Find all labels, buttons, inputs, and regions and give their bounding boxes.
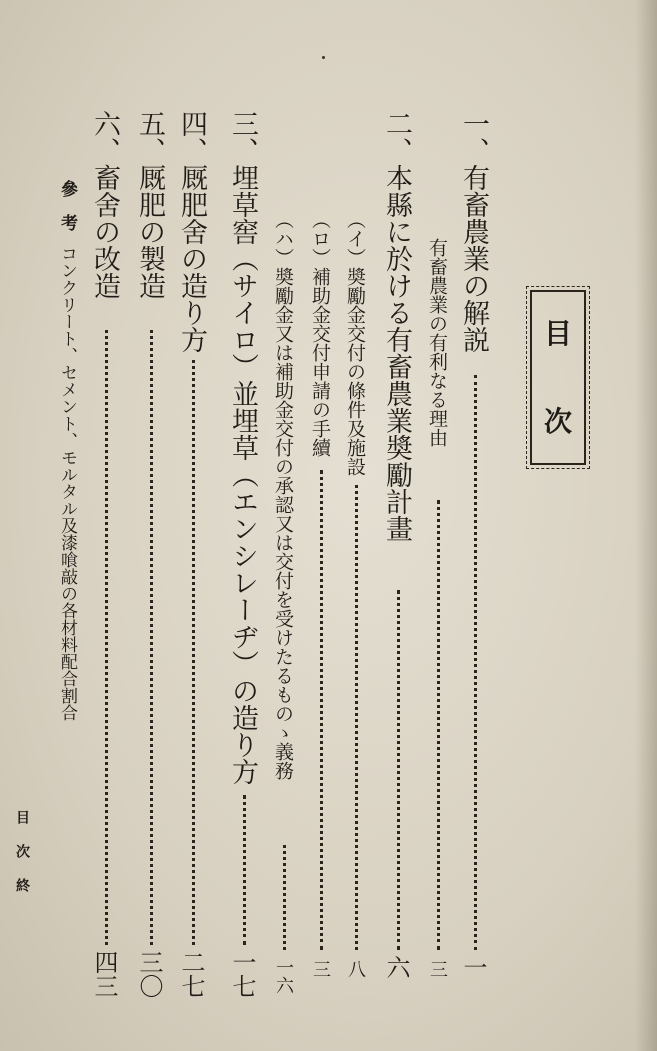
toc-entry-2 <box>383 110 410 542</box>
leader-dots <box>320 470 323 950</box>
toc-entry-3 <box>229 110 256 785</box>
toc-entry-page: 三 <box>310 960 331 978</box>
paper-speck <box>322 56 325 59</box>
toc-entry-sub: 有畜農業の有利なる理由 <box>426 238 448 447</box>
toc-entry-text: 本縣に於ける有畜農業奬勵計畫 <box>381 164 412 542</box>
leader-dots <box>283 845 286 950</box>
leader-dots <box>105 330 108 945</box>
toc-entry-number: 一、 <box>458 110 489 164</box>
toc-end-mark: 目次終 <box>14 810 30 912</box>
toc-entry-page: 三 <box>427 960 448 978</box>
leader-dots <box>243 795 246 945</box>
toc-entry-number: （ハ） <box>272 210 294 267</box>
page-edge-shadow <box>635 0 657 1051</box>
toc-entry-page: 一七 <box>228 950 256 998</box>
toc-entry-sub <box>273 210 292 780</box>
toc-entry-text: 畜舍の改造 <box>89 164 120 299</box>
toc-entry-6 <box>91 110 118 299</box>
toc-entry-1 <box>460 110 487 353</box>
toc-entry-page: 一 <box>459 955 487 979</box>
toc-entry-text: 補助金交付申請の手續 <box>309 267 331 457</box>
leader-dots <box>150 330 153 945</box>
leader-dots <box>355 485 358 950</box>
toc-title-char-2: 次 <box>543 405 572 438</box>
toc-entry-sub <box>310 210 329 457</box>
toc-entry-page: 三〇 <box>135 950 163 998</box>
toc-entry-number: 二、 <box>381 110 412 164</box>
toc-entry-page: 六 <box>382 955 410 979</box>
leader-dots <box>397 590 400 950</box>
toc-entry-number: （イ） <box>344 210 366 267</box>
toc-entry-number: 三、 <box>227 110 258 164</box>
toc-entry-page: 二七 <box>177 950 205 998</box>
reference-label: 參 考 <box>57 180 77 231</box>
toc-entry-sub <box>345 210 364 476</box>
toc-entry-text: 有畜農業の解説 <box>458 164 489 353</box>
leader-dots <box>192 360 195 945</box>
toc-entry-page: 四三 <box>90 950 118 998</box>
toc-entry-number: 六、 <box>89 110 120 164</box>
toc-entry-number: 四、 <box>176 110 207 164</box>
toc-entry-page: 八 <box>345 960 366 978</box>
toc-title-box <box>530 290 586 465</box>
leader-dots <box>474 375 477 950</box>
toc-entry-text: 埋草窖（サイロ）並埋草（エンシレーヂ）の造り方 <box>227 164 258 785</box>
toc-entry-text: 奬勵金交付の條件及施設 <box>344 267 366 476</box>
toc-entry-text: 奬勵金又は補助金交付の承認又は交付を受けたるものゝ義務 <box>272 267 294 780</box>
toc-entry-number: （ロ） <box>309 210 331 267</box>
toc-entry-number: 五、 <box>134 110 165 164</box>
toc-title-char-1: 目 <box>543 317 572 350</box>
toc-entry-4 <box>178 110 205 353</box>
toc-entry-page: 一六 <box>273 958 294 994</box>
leader-dots <box>437 500 440 950</box>
toc-entry-5 <box>136 110 163 299</box>
toc-entry-text: 厩肥の製造 <box>134 164 165 299</box>
toc-entry-text: 厩肥舍の造り方 <box>176 164 207 353</box>
toc-reference <box>58 180 75 721</box>
reference-text: コンクリート、セメント、モルタル及漆喰敲の各材料配合割合 <box>57 245 77 721</box>
